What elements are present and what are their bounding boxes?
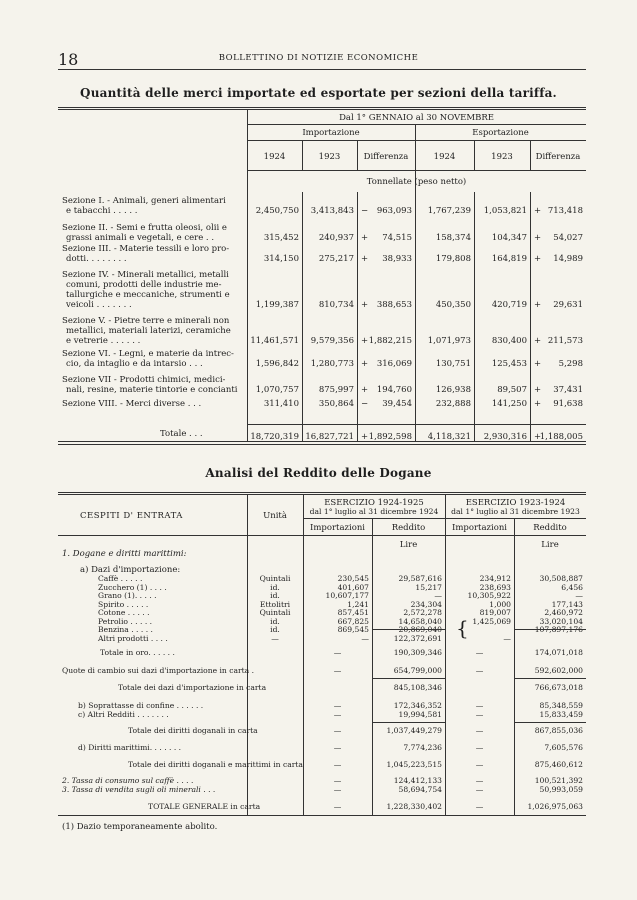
table-cell-red1: 1,037,449,279 xyxy=(386,726,442,735)
table-cell-imp1: — xyxy=(333,760,342,769)
table-cell-red1: 845,108,346 xyxy=(393,683,442,692)
table-cell-idiff: 963,093 xyxy=(376,206,412,216)
table-cell-imp2: 234,912 xyxy=(479,574,511,583)
t1-total-idiff: 1,892,598 xyxy=(368,432,412,442)
table-cell-esign: + xyxy=(534,359,542,369)
t2-sec1: 1. Dogane e diritti marittimi: xyxy=(62,549,187,559)
table-cell-esign: + xyxy=(534,254,542,264)
t2-h-es2-sub: dal 1° luglio al 31 dicembre 1923 xyxy=(451,507,580,516)
row-label-line: veicoli . . . . . . . xyxy=(66,300,132,310)
row-label-line: Sezione II. - Semi e frutta oleosi, olii e xyxy=(62,223,227,233)
table-cell-red1: 172,346,352 xyxy=(393,701,442,710)
table-cell-ediff: 91,638 xyxy=(553,399,583,409)
table-cell-imp2: — xyxy=(503,633,511,643)
table-cell-imp2: 238,693 xyxy=(479,582,511,592)
table-cell-isign: + xyxy=(361,336,369,346)
table2-title: Analisi del Reddito delle Dogane xyxy=(205,466,432,480)
t1-col-ediff: Differenza xyxy=(535,152,581,162)
table-cell-e24: 126,938 xyxy=(435,385,471,395)
t1-col-i23: 1923 xyxy=(318,152,341,162)
table-cell-ediff: 5,298 xyxy=(558,359,583,369)
table-cell-unit: — xyxy=(271,633,279,643)
table-cell-i23: 9,579,356 xyxy=(310,336,354,346)
table-cell-red1: 29,587,616 xyxy=(398,574,442,583)
table-cell-red1: 654,799,000 xyxy=(393,666,442,675)
table-cell-e24: 179,808 xyxy=(435,254,471,264)
t2-h-es2: ESERCIZIO 1923-1924 xyxy=(465,498,566,508)
table-cell-unit: Quintali xyxy=(259,574,291,583)
table-cell-red2: 6,456 xyxy=(561,582,583,592)
t2-h-es1-sub: dal 1° luglio al 31 dicembre 1924 xyxy=(309,507,439,516)
t2-h-red2: Reddito xyxy=(533,523,567,533)
sum-label: c) Altri Redditi . . . . . . . xyxy=(78,710,169,719)
table-cell-isign: + xyxy=(361,300,369,310)
table-cell-i23: 1,280,773 xyxy=(310,359,354,369)
t2-h-red1: Reddito xyxy=(391,523,426,533)
table-cell-isign: + xyxy=(361,254,369,264)
list-item: Caffè . . . . . xyxy=(98,574,143,583)
table-cell-red1: 15,217 xyxy=(415,582,442,592)
table-cell-imp2: — xyxy=(475,726,484,735)
row-label-line: Sezione V. - Pietre terre e minerali non xyxy=(62,316,230,326)
row-label-line: Sezione III. - Materie tessili e loro pro- xyxy=(62,244,230,254)
table-cell-ediff: 37,431 xyxy=(553,385,583,395)
t1-top-rule xyxy=(58,107,586,108)
t1-unit: Tonnellate (peso netto) xyxy=(366,177,467,187)
table-cell-imp1: — xyxy=(333,743,342,752)
list-item: Zucchero (1) . . . . xyxy=(98,582,167,592)
table-cell-e23: 164,819 xyxy=(491,254,527,264)
row-label-line: Sezione VII - Prodotti chimici, medici- xyxy=(62,375,226,385)
table-cell-unit: id. xyxy=(270,591,280,600)
table-cell-red1: 234,304 xyxy=(410,599,442,609)
table-cell-red2: 177,143 xyxy=(551,599,583,609)
table-cell-ediff: 54,027 xyxy=(553,233,583,243)
t1-total-i24: 18,720,319 xyxy=(250,432,299,442)
table-cell-imp1: 230,545 xyxy=(337,574,369,583)
table1-title: Quantità delle merci importate ed esportate per sezioni della tariffa. xyxy=(80,86,557,100)
sum-label: Quote di cambio sui dazi d'importazione in carta . xyxy=(62,666,255,675)
table-cell-imp1: 401,607 xyxy=(337,582,369,592)
table-cell-imp1: — xyxy=(333,726,342,735)
table-cell-e24: 232,888 xyxy=(435,399,471,409)
t2-h-imp2: Importazioni xyxy=(451,523,508,533)
table-cell-imp1: 869,545 xyxy=(337,625,369,634)
table-cell-idiff: 194,760 xyxy=(376,385,412,395)
table-cell-esign: + xyxy=(534,399,542,409)
list-item: Grano (1). . . . . xyxy=(98,591,157,600)
table-cell-imp2: — xyxy=(475,743,484,752)
table-cell-red2: 174,071,018 xyxy=(534,648,583,657)
t2-lire-2: Lire xyxy=(541,540,559,550)
table-cell-e23: 1,053,821 xyxy=(483,206,527,216)
list-item: Altri prodotti . . . . xyxy=(98,633,168,643)
t2-h-es1: ESERCIZIO 1924-1925 xyxy=(324,498,424,508)
table-cell-e24: 1,767,239 xyxy=(427,206,471,216)
table-cell-imp1: — xyxy=(361,633,369,643)
row-label-line: Sezione VIII. - Merci diverse . . . xyxy=(62,399,202,409)
table-cell-imp2: — xyxy=(475,785,484,794)
list-item: Benzina . . . . . xyxy=(98,625,153,634)
table-cell-e24: 158,374 xyxy=(435,233,471,243)
table-cell-red2: 592,602,000 xyxy=(534,666,583,675)
row-label-line: grassi animali e vegetali, e cere . . xyxy=(66,233,215,243)
table-cell-i23: 3,413,843 xyxy=(310,206,354,216)
table-cell-red1: 122,372,691 xyxy=(393,633,442,643)
table-cell-i23: 240,937 xyxy=(318,233,354,243)
t1-col-idiff: Differenza xyxy=(363,152,409,162)
row-label-line: tallurgiche e meccaniche, strumenti e xyxy=(66,290,230,300)
table-cell-i24: 1,070,757 xyxy=(255,385,299,395)
table-cell-imp2: — xyxy=(475,648,484,657)
t1-col-e23: 1923 xyxy=(491,152,513,162)
table-cell-red1: 14,658,040 xyxy=(398,616,442,626)
page-number: 18 xyxy=(58,50,79,69)
table-cell-ediff: 713,418 xyxy=(547,206,583,216)
table-cell-imp1: — xyxy=(333,776,342,785)
t2-sub-a: a) Dazi d'importazione: xyxy=(80,565,181,575)
table-cell-isign: + xyxy=(361,385,369,395)
table-cell-imp1: 1,241 xyxy=(347,599,369,609)
table-cell-red2: 33,020,104 xyxy=(539,616,583,626)
table-cell-i23: 875,997 xyxy=(318,385,354,395)
table-cell-imp2: 10,305,922 xyxy=(467,591,511,600)
t1-col-i24: 1924 xyxy=(263,152,286,162)
table-cell-red2: 867,855,036 xyxy=(534,726,583,735)
t1-total-isign: + xyxy=(361,432,369,442)
t2-brace: { xyxy=(456,616,469,640)
row-label-line: Sezione I. - Animali, generi alimentari xyxy=(62,196,226,206)
table-cell-unit: Quintali xyxy=(259,608,291,617)
table-cell-imp2: — xyxy=(475,710,484,719)
row-label-line: nali, resine, materie tintorie e concianti xyxy=(66,385,238,395)
table-cell-imp1: 10,607,177 xyxy=(325,591,369,600)
list-item: Petrolio . . . . . xyxy=(98,616,153,626)
sum-label: Totale in oro. . . . . . xyxy=(100,648,175,657)
table-cell-ediff: 29,631 xyxy=(553,300,583,310)
footnote: (1) Dazio temporaneamente abolito. xyxy=(62,822,218,832)
table-cell-imp1: — xyxy=(333,802,342,811)
table-cell-i24: 1,596,842 xyxy=(255,359,299,369)
table-cell-imp1: 857,451 xyxy=(337,608,369,617)
t2-h-unita: Unità xyxy=(263,511,287,521)
table-cell-red2: 50,993,059 xyxy=(539,785,583,794)
t1-export-label: Esportazione xyxy=(472,128,529,138)
list-item: Cotone . . . . . xyxy=(98,608,150,617)
t2-h-imp1: Importazioni xyxy=(309,523,366,533)
sum-label: Totale dei diritti doganali in carta xyxy=(128,726,258,735)
table-cell-imp1: 667,825 xyxy=(337,616,369,626)
table-cell-red2: 766,673,018 xyxy=(534,683,583,692)
table-cell-red2: 875,460,612 xyxy=(534,760,583,769)
table-cell-e23: 125,453 xyxy=(491,359,527,369)
t1-total-ediff: 1,188,005 xyxy=(539,432,583,442)
row-label-line: comuni, prodotti delle industrie me- xyxy=(66,280,222,290)
t1-import-label: Importazione xyxy=(302,128,360,138)
table-cell-imp2: — xyxy=(475,760,484,769)
list-item: Spirito . . . . . xyxy=(98,599,149,609)
row-label-line: dotti. . . . . . . . xyxy=(66,254,127,264)
table-cell-idiff: 388,653 xyxy=(376,300,412,310)
table-cell-imp1: — xyxy=(333,666,342,675)
table-cell-red1: — xyxy=(434,591,442,600)
table-cell-red1: 2,572,278 xyxy=(403,608,442,617)
t1-period: Dal 1° GENNAIO al 30 NOVEMBRE xyxy=(339,113,494,123)
table-cell-red1: 190,309,346 xyxy=(393,648,442,657)
table-cell-e23: 420,719 xyxy=(491,300,527,310)
table-cell-imp2: — xyxy=(475,776,484,785)
table-cell-red2: 100,521,392 xyxy=(534,776,583,785)
table-cell-isign: + xyxy=(361,233,369,243)
table-cell-e24: 130,751 xyxy=(435,359,471,369)
table-cell-red1: 19,994,581 xyxy=(398,710,442,719)
table-cell-idiff: 39,454 xyxy=(382,399,412,409)
table-cell-red2: 2,460,972 xyxy=(544,608,583,617)
table-cell-idiff: 316,069 xyxy=(376,359,412,369)
t1-total-e23: 2,930,316 xyxy=(483,432,527,442)
table-cell-red2: 15,833,459 xyxy=(539,710,583,719)
table-cell-i24: 311,410 xyxy=(263,399,299,409)
table-cell-idiff: 1,882,215 xyxy=(368,336,412,346)
row-label-line: e tabacchi . . . . . xyxy=(66,206,138,216)
table-cell-i24: 1,199,387 xyxy=(255,300,299,310)
table-cell-e24: 450,350 xyxy=(435,300,471,310)
sum-label: TOTALE GENERALE in carta xyxy=(148,802,261,811)
table-cell-i23: 275,217 xyxy=(318,254,354,264)
table-cell-esign: + xyxy=(534,300,542,310)
table-cell-imp2: — xyxy=(475,701,484,710)
t1-total-label: Totale . . . xyxy=(160,429,203,439)
table-cell-imp2: 819,007 xyxy=(479,608,511,617)
table-cell-i24: 2,450,750 xyxy=(255,206,299,216)
table-cell-esign: + xyxy=(534,233,542,243)
table-cell-isign: − xyxy=(361,206,369,216)
table-cell-i24: 315,452 xyxy=(263,233,299,243)
header-rule xyxy=(58,69,586,70)
sum-label: 3. Tassa di vendita sugli oli minerali . . . xyxy=(62,785,216,794)
table-cell-red1: 7,774,236 xyxy=(403,743,442,752)
table-cell-e23: 141,250 xyxy=(491,399,527,409)
table-cell-red2: — xyxy=(575,591,583,600)
table-cell-imp2: 1,000 xyxy=(489,599,511,609)
row-label-line: e vetrerie . . . . . . xyxy=(66,336,141,346)
table-cell-imp1: — xyxy=(333,648,342,657)
t2-lire-1: Lire xyxy=(399,540,418,550)
table-cell-red1: 1,228,330,402 xyxy=(386,802,442,811)
table-cell-unit: id. xyxy=(270,616,280,626)
table-cell-red2: 7,605,576 xyxy=(544,743,583,752)
table-cell-red2: 85,348,559 xyxy=(539,701,583,710)
table-cell-idiff: 74,515 xyxy=(382,233,412,243)
table-cell-imp2: 1,425,069 xyxy=(472,616,511,626)
table-cell-red2 xyxy=(514,625,583,635)
table-cell-imp1: — xyxy=(333,785,342,794)
t1-total-i23: 16,827,721 xyxy=(305,432,354,442)
table-cell-ediff: 14,989 xyxy=(553,254,583,264)
table-cell-red2: 30,508,887 xyxy=(539,574,583,583)
table-cell-idiff: 38,933 xyxy=(382,254,412,264)
table-cell-imp2: — xyxy=(475,802,484,811)
table-cell-unit: Ettolitri xyxy=(259,599,291,609)
table-cell-imp1: — xyxy=(333,710,342,719)
t2-h-cespiti: CESPITI D' ENTRATA xyxy=(80,511,183,521)
table-cell-red1: 1,045,223,515 xyxy=(386,760,442,769)
table-cell-unit: id. xyxy=(270,582,280,592)
table-cell-isign: − xyxy=(361,399,369,409)
table-cell-e23: 830,400 xyxy=(491,336,527,346)
table-cell-e23: 104,347 xyxy=(491,233,527,243)
table-cell-red2: 1,026,975,063 xyxy=(527,802,583,811)
t1-total-esign: + xyxy=(534,432,542,442)
table-cell-esign: + xyxy=(534,385,542,395)
table-cell-e24: 1,071,973 xyxy=(427,336,471,346)
table-cell-unit: id. xyxy=(270,625,280,634)
t1-total-e24: 4,118,321 xyxy=(427,432,471,442)
table-cell-red1: 124,412,133 xyxy=(393,776,442,785)
table-cell-i24: 11,461,571 xyxy=(250,336,299,346)
table-cell-isign: + xyxy=(361,359,369,369)
table-cell-e23: 89,507 xyxy=(497,385,527,395)
sum-label: d) Diritti marittimi. . . . . . . xyxy=(78,743,182,752)
table-cell-imp2: — xyxy=(475,666,484,675)
table-cell-esign: + xyxy=(534,206,542,216)
table-cell-ediff: 211,573 xyxy=(547,336,583,346)
row-label-line: metallici, materiali laterizi, ceramiche xyxy=(66,326,231,336)
table-cell-i23: 350,864 xyxy=(318,399,354,409)
table-cell-i23: 810,734 xyxy=(318,300,354,310)
table-cell-esign: + xyxy=(534,336,542,346)
running-head: BOLLETTINO DI NOTIZIE ECONOMICHE xyxy=(218,53,419,63)
t1-col-e24: 1924 xyxy=(433,152,456,162)
table-cell-i24: 314,150 xyxy=(263,254,299,264)
sum-label: b) Soprattasse di confine . . . . . . xyxy=(78,701,204,710)
row-label-line: Sezione VI. - Legni, e materie da intrec- xyxy=(62,349,234,359)
table-cell-imp1: — xyxy=(333,701,342,710)
table-cell-red1: 58,694,754 xyxy=(398,785,442,794)
row-label-line: cio, da intaglio e da intarsio . . . xyxy=(66,359,203,369)
sum-label: 2. Tassa di consumo sul caffè . . . . xyxy=(62,776,194,785)
row-label-line: Sezione IV. - Minerali metallici, metalli xyxy=(62,270,229,280)
sum-label: Totale dei diritti doganali e marittimi in carta xyxy=(128,760,303,769)
sum-label: Totale dei dazi d'importazione in carta xyxy=(118,683,267,692)
